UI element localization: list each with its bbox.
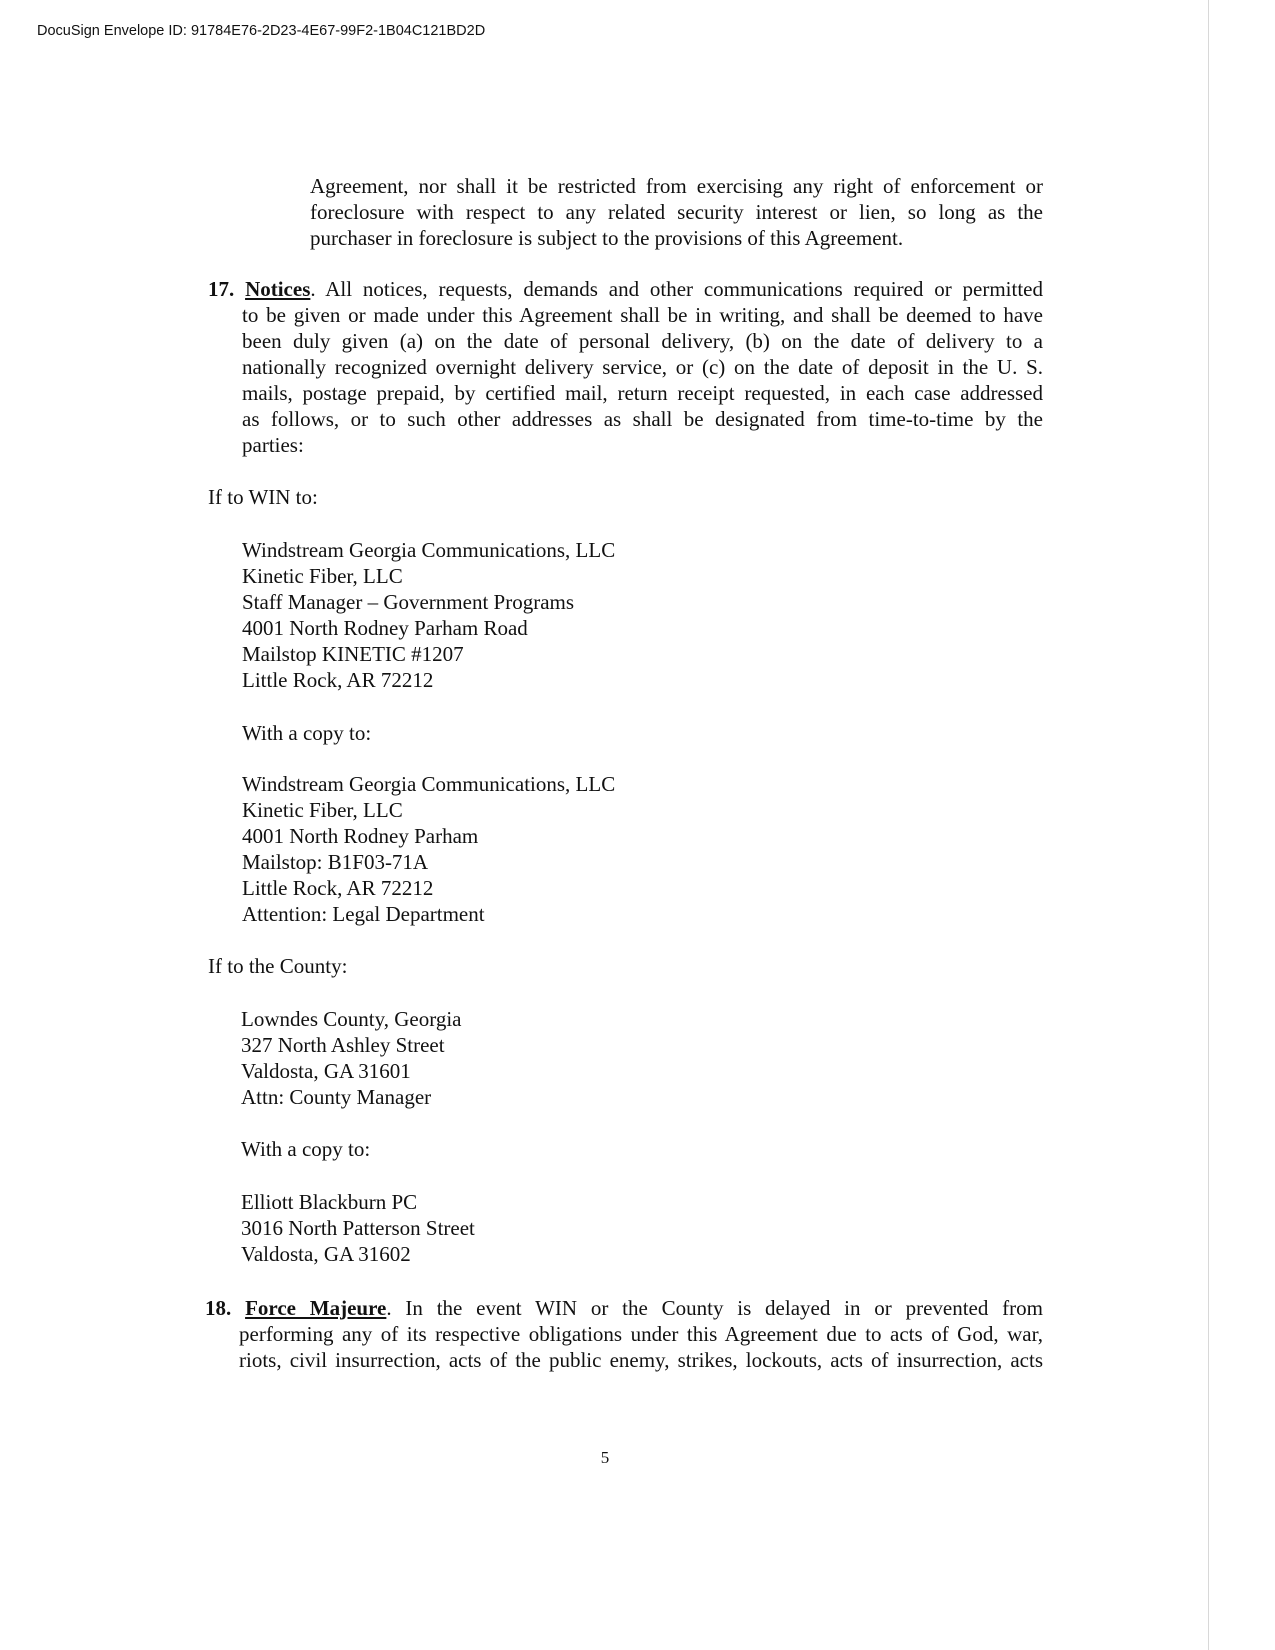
county-copy-address	[241, 1189, 475, 1267]
address-line: Kinetic Fiber, LLC	[242, 798, 403, 822]
section-number: 17.	[208, 277, 235, 301]
address-line: 4001 North Rodney Parham	[242, 824, 479, 848]
county-copy-label: With a copy to:	[241, 1137, 371, 1161]
text-line: performing any of its respective obligations under this Agreement due to acts of God, war,	[239, 1322, 1043, 1346]
win-copy-address	[242, 771, 615, 927]
address-line: 327 North Ashley Street	[241, 1033, 445, 1057]
address-line: Windstream Georgia Communications, LLC	[242, 538, 616, 562]
win-label: If to WIN to:	[208, 485, 318, 509]
address-line: 3016 North Patterson Street	[241, 1216, 475, 1240]
envelope-id: DocuSign Envelope ID: 91784E76-2D23-4E67-99F2-1B04C121BD2D	[37, 23, 486, 39]
text-line: to be given or made under this Agreement shall be in writing, and shall be deemed to have	[242, 303, 1043, 327]
text-line: . All notices, requests, demands and other communications required or permitted	[310, 277, 1044, 301]
address-line: Lowndes County, Georgia	[241, 1007, 462, 1031]
county-address	[241, 1006, 461, 1110]
text-line: riots, civil insurrection, acts of the public enemy, strikes, lockouts, acts of insurrection, acts	[239, 1348, 1043, 1372]
win-copy-label: With a copy to:	[242, 721, 372, 745]
text-line: . In the event WIN or the County is delayed in or prevented from	[386, 1296, 1043, 1320]
section-18-first-line	[205, 1295, 1043, 1321]
text-line: parties:	[242, 433, 304, 457]
address-line: 4001 North Rodney Parham Road	[242, 616, 528, 640]
county-label: If to the County:	[208, 954, 348, 978]
section-number: 18.	[205, 1296, 232, 1320]
section-18	[205, 1295, 1043, 1373]
section-17-first-line	[208, 276, 1043, 302]
text-line: Agreement, nor shall it be restricted from exercising any right of enforcement or	[310, 174, 1043, 198]
address-line: Mailstop KINETIC #1207	[242, 642, 464, 666]
text-line: purchaser in foreclosure is subject to the provisions of this Agreement.	[310, 226, 904, 250]
page-number: 5	[600, 1448, 610, 1467]
section-17	[208, 276, 1043, 458]
address-line: Staff Manager – Government Programs	[242, 590, 575, 614]
address-line: Attention: Legal Department	[242, 902, 485, 926]
page-edge	[1208, 0, 1209, 1650]
address-line: Attn: County Manager	[241, 1085, 432, 1109]
continued-paragraph	[310, 173, 1043, 251]
text-line: mails, postage prepaid, by certified mail, return receipt requested, in each case addressed	[242, 381, 1043, 405]
address-line: Little Rock, AR 72212	[242, 876, 434, 900]
text-line: been duly given (a) on the date of personal delivery, (b) on the date of delivery to a	[242, 329, 1043, 353]
text-line: as follows, or to such other addresses as shall be designated from time-to-time by the	[242, 407, 1043, 431]
address-line: Little Rock, AR 72212	[242, 668, 434, 692]
address-line: Kinetic Fiber, LLC	[242, 564, 403, 588]
text-line: foreclosure with respect to any related security interest or lien, so long as the	[310, 200, 1043, 224]
win-address	[242, 537, 615, 693]
address-line: Valdosta, GA 31602	[241, 1242, 411, 1266]
text-line: nationally recognized overnight delivery service, or (c) on the date of deposit in the U. S.	[242, 355, 1043, 379]
section-heading: Force Majeure	[245, 1296, 387, 1320]
address-line: Mailstop: B1F03-71A	[242, 850, 429, 874]
section-heading: Notices	[245, 277, 311, 301]
address-line: Windstream Georgia Communications, LLC	[242, 772, 616, 796]
address-line: Elliott Blackburn PC	[241, 1190, 418, 1214]
address-line: Valdosta, GA 31601	[241, 1059, 411, 1083]
